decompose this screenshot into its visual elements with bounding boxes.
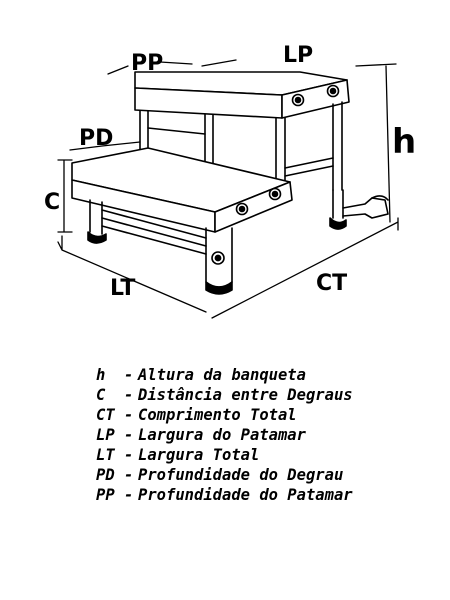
legend-code: LT (96, 446, 115, 464)
legend-item-lt (96, 446, 426, 466)
legend-separator: - (124, 446, 134, 464)
legend-text: Distância entre Degraus (138, 386, 353, 404)
legend-code: PD (96, 466, 115, 484)
legend-separator: - (124, 466, 134, 484)
label-c: C (44, 190, 61, 215)
legend-separator: - (124, 426, 134, 444)
legend (96, 366, 426, 506)
legend-separator: - (124, 386, 134, 404)
legend-code: C (96, 386, 106, 404)
legend-code: PP (96, 486, 115, 504)
legend-item-c (96, 386, 426, 406)
legend-separator: - (124, 366, 134, 384)
legend-text: Largura Total (138, 446, 260, 464)
legend-text: Largura do Patamar (138, 426, 306, 444)
legend-text: Profundidade do Degrau (138, 466, 344, 484)
label-pp: PP (131, 51, 164, 76)
legend-text: Profundidade do Patamar (138, 486, 353, 504)
legend-item-lp (96, 426, 426, 446)
legend-text: Altura da banqueta (138, 366, 306, 384)
legend-text: Comprimento Total (138, 406, 297, 424)
legend-code: CT (96, 406, 115, 424)
label-h: h (392, 122, 417, 162)
legend-separator: - (124, 486, 134, 504)
label-pd: PD (79, 126, 114, 151)
legend-item-pp (96, 486, 426, 506)
label-ct: CT (316, 271, 348, 296)
legend-code: LP (96, 426, 115, 444)
legend-code: h (96, 366, 106, 384)
legend-item-ct (96, 406, 426, 426)
legend-item-h (96, 366, 426, 386)
label-lp: LP (283, 43, 314, 68)
legend-item-pd (96, 466, 426, 486)
label-lt: LT (110, 276, 136, 301)
legend-separator: - (124, 406, 134, 424)
upper-platform (135, 72, 349, 118)
